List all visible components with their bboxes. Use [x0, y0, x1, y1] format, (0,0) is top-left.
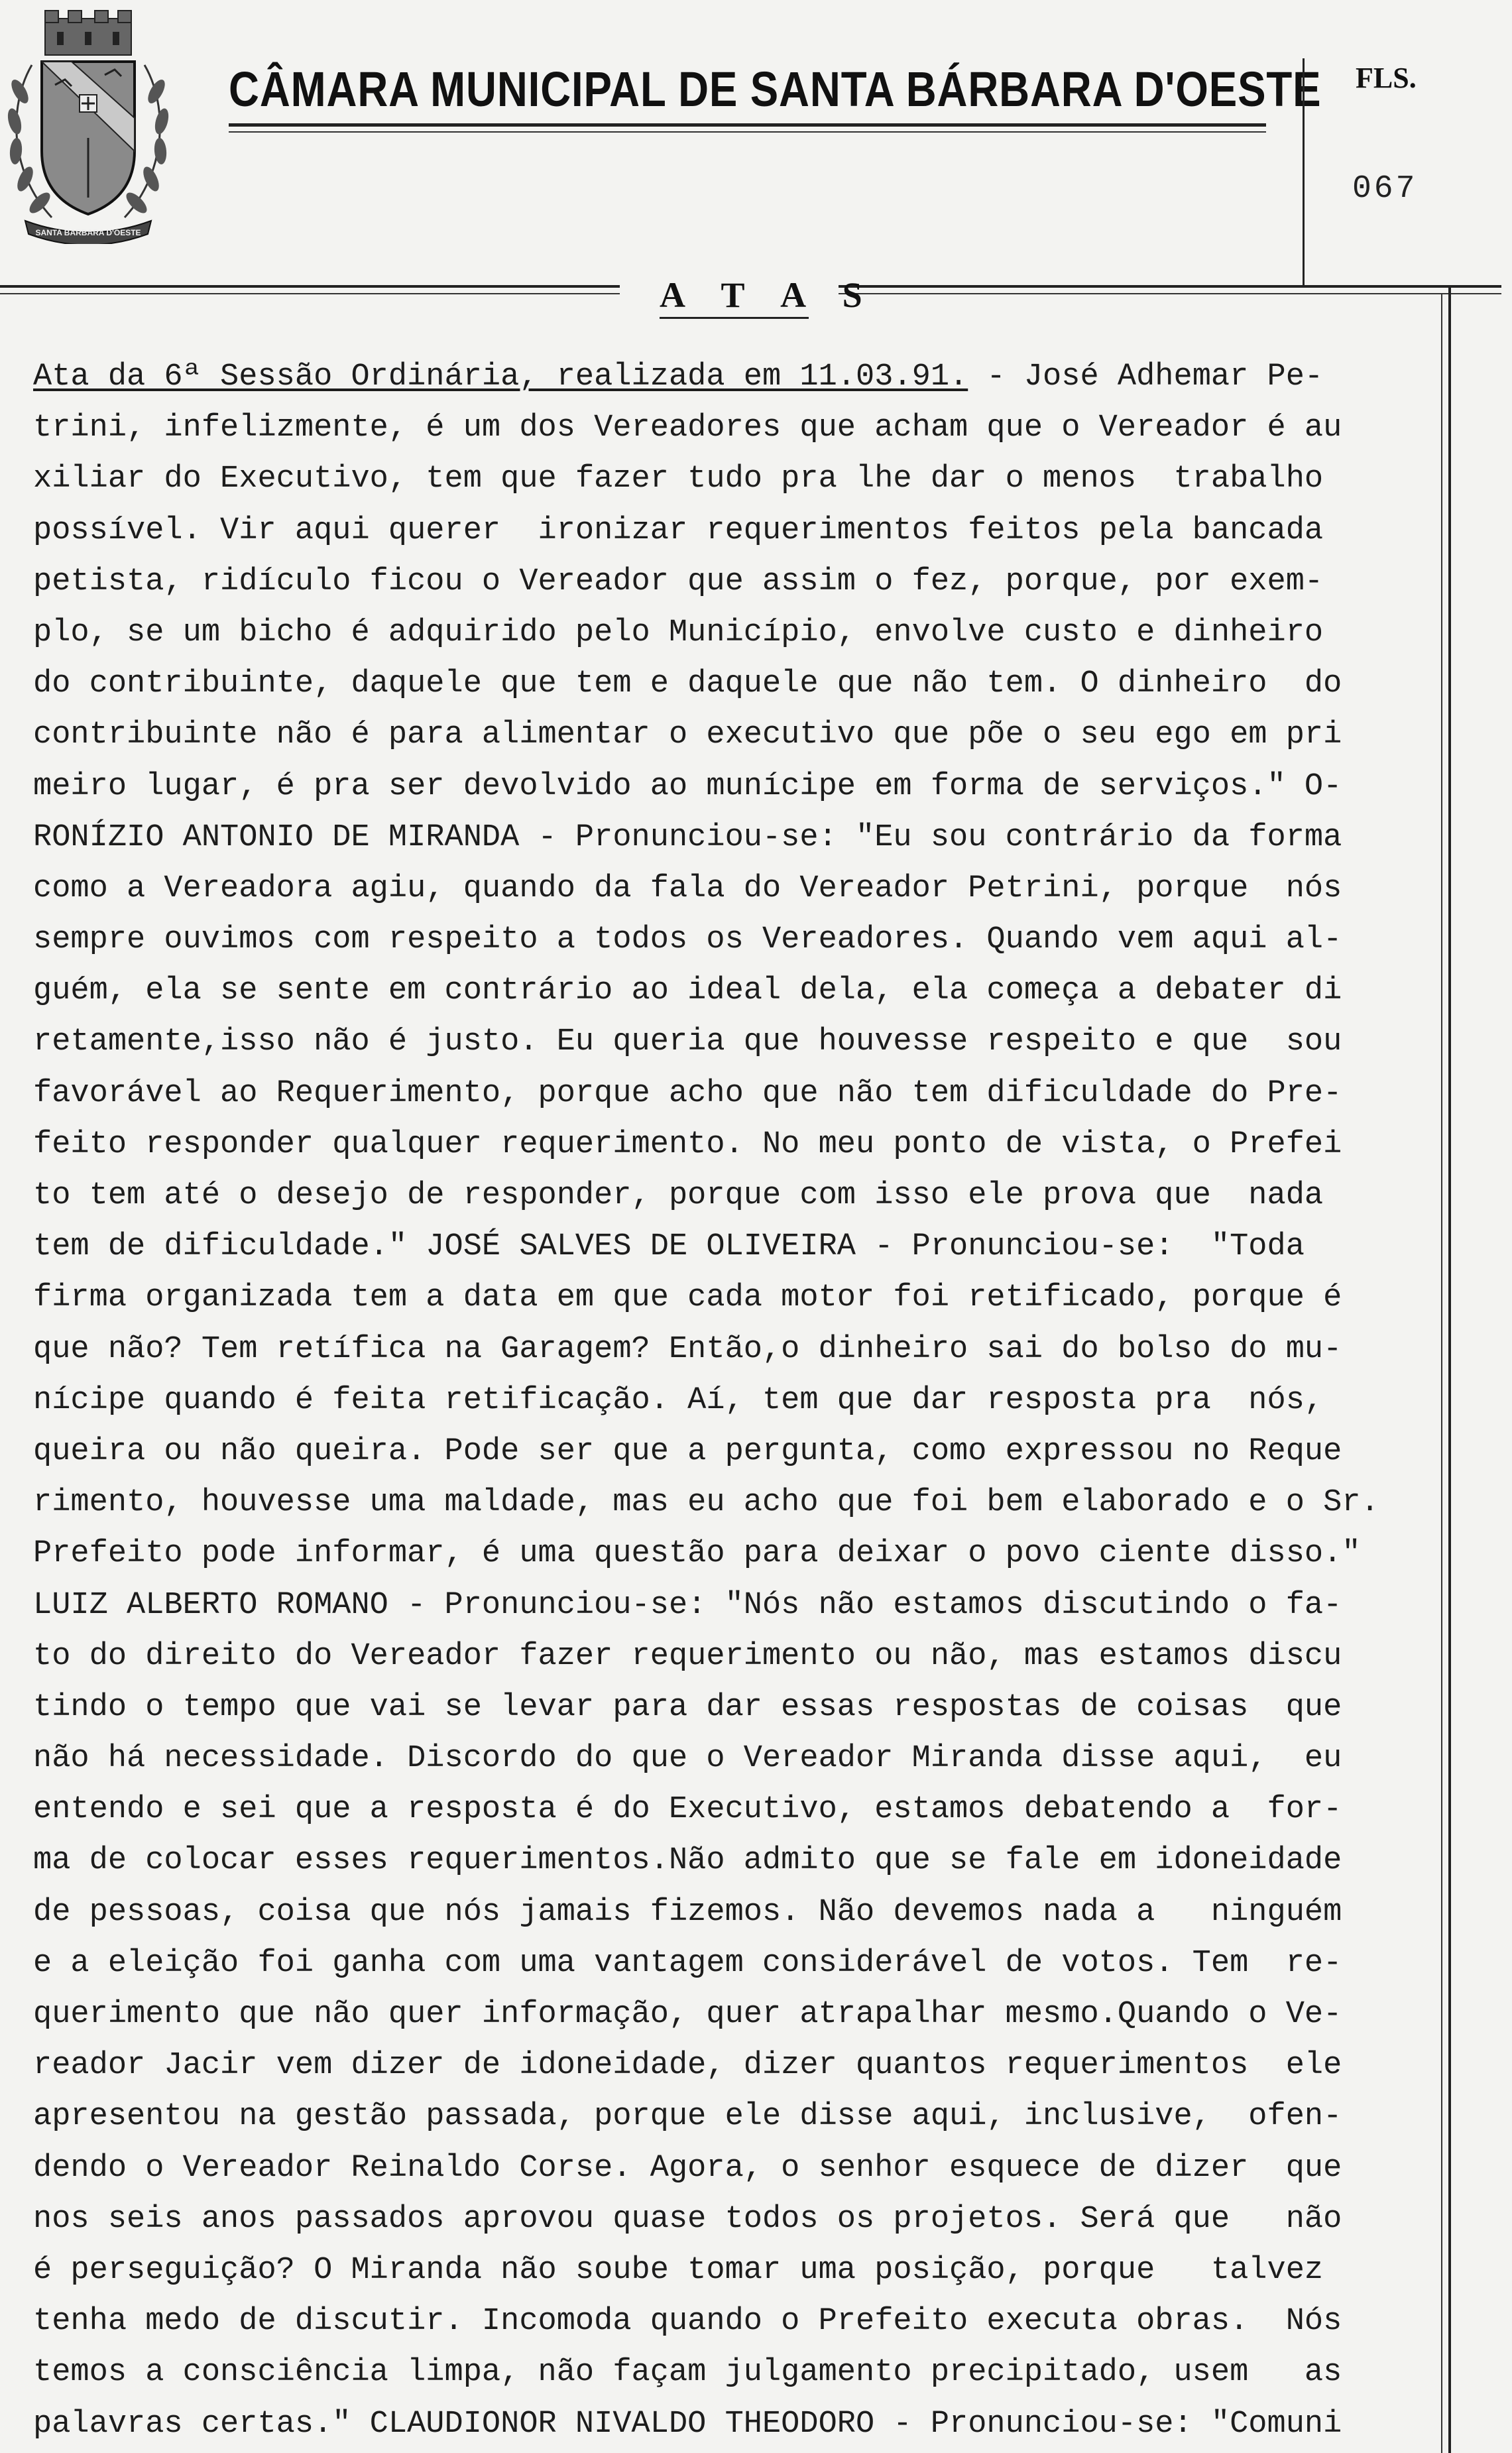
minutes-line: entendo e sei que a resposta é do Executivo, estamos debatendo a for- — [33, 1792, 1342, 1828]
minutes-line: apresentou na gestão passada, porque ele disse aqui, inclusive, ofen- — [33, 2099, 1342, 2135]
minutes-line: sempre ouvimos com respeito a todos os Vereadores. Quando vem aqui al- — [33, 922, 1342, 958]
municipal-crest-icon — [5, 5, 171, 244]
minutes-line: nos seis anos passados aprovou quase todos os projetos. Será que não — [33, 2201, 1342, 2237]
minutes-line: dendo o Vereador Reinaldo Corse. Agora, o senhor esquece de dizer que — [33, 2150, 1342, 2186]
minutes-line: meiro lugar, é pra ser devolvido ao munícipe em forma de serviços." O- — [33, 768, 1342, 804]
minutes-first-line — [33, 351, 1452, 402]
minutes-body — [33, 351, 1452, 2450]
first-line-rest: - José Adhemar Pe- — [968, 359, 1324, 394]
header-divider — [1303, 58, 1305, 287]
minutes-line: guém, ela se sente em contrário ao ideal dela, ela começa a debater di — [33, 973, 1342, 1009]
title-rule — [229, 123, 1266, 127]
minutes-line: xiliar do Executivo, tem que fazer tudo pra lhe dar o menos trabalho — [33, 461, 1324, 497]
frame-top-rule-left — [0, 285, 620, 288]
section-title: A T A S — [660, 275, 877, 315]
minutes-line: temos a consciência limpa, não façam julgamento precipitado, usem as — [33, 2355, 1342, 2391]
minutes-line: palavras certas." CLAUDIONOR NIVALDO THEODORO - Pronunciou-se: "Comuni — [33, 2406, 1342, 2442]
minutes-line: e a eleição foi ganha com uma vantagem considerável de votos. Tem re- — [33, 1945, 1342, 1981]
minutes-line: tem de dificuldade." JOSÉ SALVES DE OLIVEIRA - Pronunciou-se: "Toda — [33, 1229, 1305, 1265]
minutes-line: to do direito do Vereador fazer requerimento ou não, mas estamos discu — [33, 1638, 1342, 1674]
frame-top-rule-right-inner — [839, 293, 1501, 294]
minutes-line: reador Jacir vem dizer de idoneidade, dizer quantos requerimentos ele — [33, 2048, 1342, 2084]
frame-top-rule-right — [839, 285, 1501, 288]
title-rule-secondary — [229, 131, 1266, 133]
minutes-line: petista, ridículo ficou o Vereador que assim o fez, porque, por exem- — [33, 564, 1324, 599]
minutes-line: nícipe quando é feita retificação. Aí, tem que dar resposta pra nós, — [33, 1382, 1324, 1418]
minutes-line: querimento que não quer informação, quer atrapalhar mesmo.Quando o Ve- — [33, 1997, 1342, 2032]
frame-top-rule-left-inner — [0, 293, 620, 294]
minutes-line: não há necessidade. Discordo do que o Vereador Miranda disse aqui, eu — [33, 1741, 1342, 1777]
minutes-line: tenha medo de discutir. Incomoda quando o Prefeito executa obras. Nós — [33, 2304, 1342, 2340]
minutes-line: queira ou não queira. Pode ser que a pergunta, como expressou no Reque — [33, 1433, 1342, 1469]
minutes-line: Prefeito pode informar, é uma questão para deixar o povo ciente disso." — [33, 1536, 1361, 1572]
minutes-line: de pessoas, coisa que nós jamais fizemos. Não devemos nada a ninguém — [33, 1894, 1342, 1930]
minutes-line: plo, se um bicho é adquirido pelo Município, envolve custo e dinheiro — [33, 615, 1324, 650]
session-heading: Ata da 6ª Sessão Ordinária, realizada em 11.03.91. — [33, 359, 968, 394]
minutes-line: que não? Tem retífica na Garagem? Então,o dinheiro sai do bolso do mu- — [33, 1331, 1342, 1367]
minutes-line: rimento, houvesse uma maldade, mas eu acho que foi bem elaborado e o Sr. — [33, 1485, 1379, 1521]
minutes-line: favorável ao Requerimento, porque acho que não tem dificuldade do Pre- — [33, 1075, 1342, 1111]
minutes-line: feito responder qualquer requerimento. No meu ponto de vista, o Prefei — [33, 1126, 1342, 1162]
minutes-line: retamente,isso não é justo. Eu queria que houvesse respeito e que sou — [33, 1024, 1342, 1060]
section-title-underline — [660, 317, 809, 319]
minutes-line: LUIZ ALBERTO ROMANO - Pronunciou-se: "Nós não estamos discutindo o fa- — [33, 1587, 1342, 1623]
folio-label: FLS. — [1356, 62, 1417, 94]
page-number: 067 — [1352, 171, 1418, 207]
minutes-line: firma organizada tem a data em que cada motor foi retificado, porque é — [33, 1280, 1342, 1316]
minutes-line: RONÍZIO ANTONIO DE MIRANDA - Pronunciou-se: "Eu sou contrário da forma — [33, 819, 1342, 855]
chamber-name: CÂMARA MUNICIPAL DE SANTA BÁRBARA D'OESTE — [229, 62, 1322, 117]
minutes-line: é perseguição? O Miranda não soube tomar uma posição, porque talvez — [33, 2252, 1324, 2288]
minutes-line: como a Vereadora agiu, quando da fala do Vereador Petrini, porque nós — [33, 870, 1342, 906]
minutes-line: contribuinte não é para alimentar o executivo que põe o seu ego em pri — [33, 717, 1342, 753]
minutes-line: to tem até o desejo de responder, porque com isso ele prova que nada — [33, 1178, 1324, 1213]
minutes-line: do contribuinte, daquele que tem e daquele que não tem. O dinheiro do — [33, 666, 1342, 702]
minutes-line: trini, infelizmente, é um dos Vereadores que acham que o Vereador é au — [33, 410, 1342, 446]
minutes-line: tindo o tempo que vai se levar para dar essas respostas de coisas que — [33, 1689, 1342, 1725]
minutes-line: possível. Vir aqui querer ironizar requerimentos feitos pela bancada — [33, 512, 1324, 548]
crest-motto: SANTA BARBARA D'OESTE — [35, 228, 141, 237]
minutes-line: ma de colocar esses requerimentos.Não admito que se fale em idoneidade — [33, 1843, 1342, 1879]
